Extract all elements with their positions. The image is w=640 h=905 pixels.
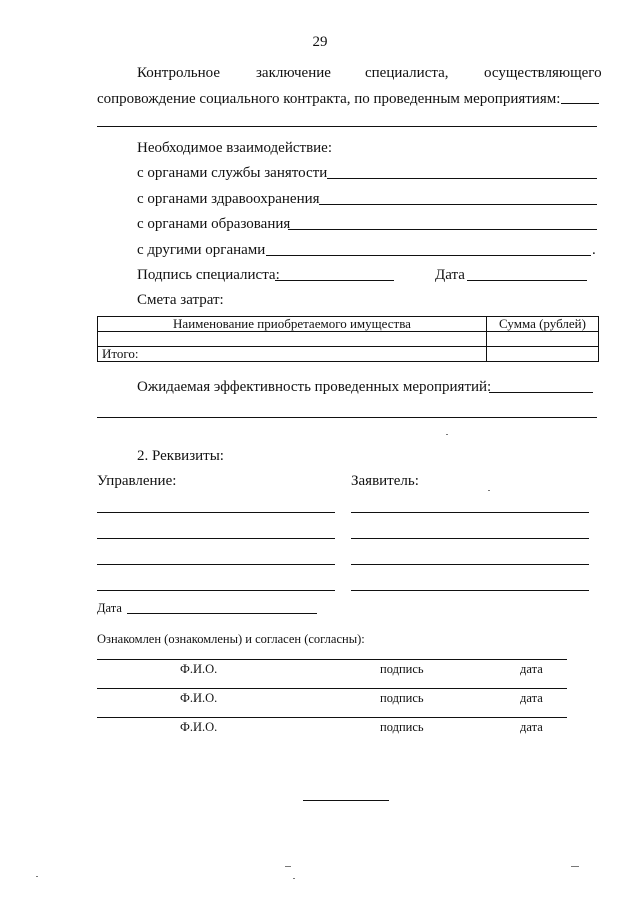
- control-fill-line-1[interactable]: [561, 103, 599, 104]
- control-word-1: Контрольное: [137, 65, 221, 81]
- requisites-heading: 2. Реквизиты:: [137, 448, 224, 464]
- signature-field[interactable]: [275, 280, 394, 281]
- requisites-applicant-label: Заявитель:: [351, 473, 419, 489]
- interaction-education-label: с органами образования: [137, 216, 291, 232]
- interaction-other-period: .: [592, 242, 596, 258]
- scan-speck: [285, 866, 291, 867]
- interaction-education-field[interactable]: [288, 229, 597, 230]
- applicant-line-1[interactable]: [351, 512, 589, 513]
- interaction-health-field[interactable]: [319, 204, 597, 205]
- management-line-2[interactable]: [97, 538, 335, 539]
- efficiency-field-2[interactable]: [97, 417, 597, 418]
- control-fill-line-2[interactable]: [97, 126, 597, 127]
- management-line-4[interactable]: [97, 590, 335, 591]
- control-word-2: заключение: [256, 65, 331, 81]
- ack-line-1[interactable]: [97, 659, 567, 660]
- scan-speck: [571, 866, 579, 867]
- scan-speck: [36, 876, 38, 877]
- ack-row-3-date: дата: [520, 720, 543, 734]
- applicant-line-2[interactable]: [351, 538, 589, 539]
- budget-sum-cell[interactable]: [487, 332, 599, 347]
- ack-row-3-fio: Ф.И.О.: [180, 720, 218, 734]
- budget-total-label: Итого:: [98, 347, 487, 362]
- budget-label: Смета затрат:: [137, 292, 224, 308]
- ack-line-3[interactable]: [97, 717, 567, 718]
- efficiency-label: Ожидаемая эффективность проведенных мероприятий:: [137, 379, 492, 395]
- ack-row-1-date: дата: [520, 662, 543, 676]
- interaction-health-label: с органами здравоохранения: [137, 191, 320, 207]
- control-word-4: осуществляющего: [484, 65, 602, 81]
- ack-row-1-sign: подпись: [380, 662, 424, 676]
- requisites-date-label: Дата: [97, 601, 122, 615]
- end-separator: [303, 800, 389, 801]
- ack-row-3-sign: подпись: [380, 720, 424, 734]
- requisites-date-field[interactable]: [127, 613, 317, 614]
- budget-total-sum-cell[interactable]: [487, 347, 599, 362]
- scan-speck: [446, 434, 448, 435]
- signature-date-field[interactable]: [467, 280, 587, 281]
- budget-header-item: Наименование приобретаемого имущества: [98, 317, 487, 332]
- ack-row-2-date: дата: [520, 691, 543, 705]
- applicant-line-4[interactable]: [351, 590, 589, 591]
- interaction-other-field[interactable]: [266, 255, 591, 256]
- management-line-1[interactable]: [97, 512, 335, 513]
- budget-item-cell[interactable]: [98, 332, 487, 347]
- ack-row-2-fio: Ф.И.О.: [180, 691, 218, 705]
- control-word-3: специалиста,: [365, 65, 449, 81]
- applicant-line-3[interactable]: [351, 564, 589, 565]
- page-number: 29: [312, 34, 328, 50]
- efficiency-field-1[interactable]: [489, 392, 593, 393]
- signature-label: Подпись специалиста:: [137, 267, 280, 283]
- acknowledgement-text: Ознакомлен (ознакомлены) и согласен (согласны):: [97, 632, 365, 646]
- management-line-3[interactable]: [97, 564, 335, 565]
- budget-header-sum: Сумма (рублей): [487, 317, 599, 332]
- interaction-other-label: с другими органами: [137, 242, 266, 258]
- scan-speck: [488, 490, 490, 491]
- signature-date-label: Дата: [435, 267, 465, 283]
- ack-row-1-fio: Ф.И.О.: [180, 662, 218, 676]
- scan-speck: [293, 878, 295, 879]
- ack-line-2[interactable]: [97, 688, 567, 689]
- interaction-heading: Необходимое взаимодействие:: [137, 140, 333, 156]
- requisites-management-label: Управление:: [97, 473, 177, 489]
- interaction-employment-label: с органами службы занятости: [137, 165, 328, 181]
- budget-table: [97, 316, 599, 362]
- control-line-2: сопровождение социального контракта, по проведенным мероприятиям:: [97, 91, 561, 107]
- interaction-employment-field[interactable]: [327, 178, 597, 179]
- ack-row-2-sign: подпись: [380, 691, 424, 705]
